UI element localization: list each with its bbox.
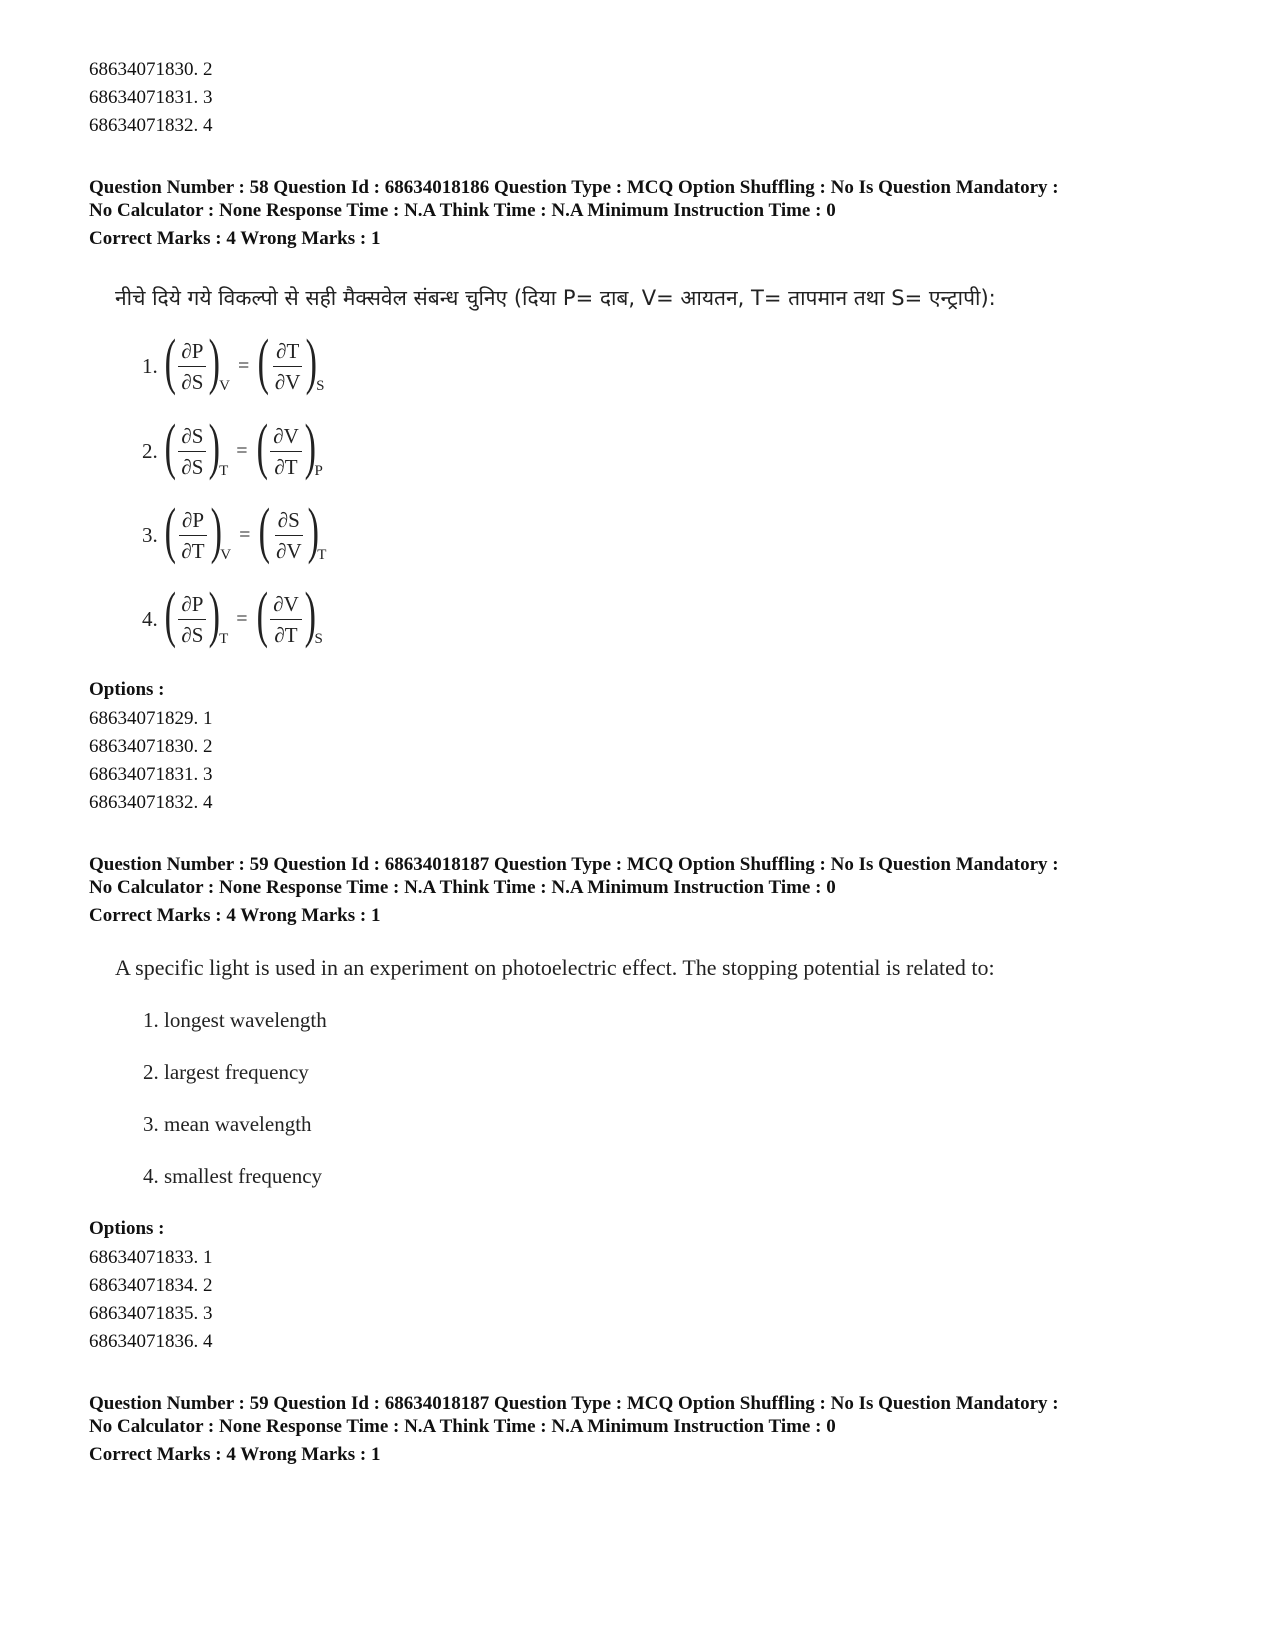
- equals-sign: =: [236, 439, 248, 462]
- left-denominator: ∂S: [181, 454, 204, 479]
- left-subscript: T: [219, 462, 229, 479]
- equation-number: 4.: [142, 606, 158, 631]
- right-denominator: ∂V: [276, 538, 302, 563]
- option-item: 68634071832. 4: [89, 115, 213, 136]
- right-derivative: ( $\frac{\partial S}{\partial V}$ ) T: [259, 497, 327, 565]
- q59-answer-choice: 4. smallest frequency: [143, 1164, 323, 1188]
- right-numerator: ∂V: [270, 421, 302, 452]
- q58-header-line2: No Calculator : None Response Time : N.A Think Time : N.A Minimum Instruction Time : 0: [89, 200, 836, 221]
- left-subscript: T: [219, 630, 229, 647]
- equals-sign: =: [236, 607, 248, 630]
- equation-number: 2.: [142, 438, 158, 463]
- q59b-header-line1: Question Number : 59 Question Id : 68634018187 Question Type : MCQ Option Shuffling : No Is Question Mandatory :: [89, 1393, 1059, 1414]
- q59-answer-choice: 3. mean wavelength: [143, 1112, 312, 1136]
- equation-number: 1.: [142, 353, 158, 378]
- right-subscript: T: [317, 546, 327, 563]
- q59-question-text: A specific light is used in an experiment on photoelectric effect. The stopping potential is related to:: [115, 955, 995, 980]
- right-numerator: ∂V: [270, 589, 302, 620]
- right-derivative: ( $\frac{\partial T}{\partial V}$ ) S: [257, 328, 325, 396]
- q59-answer-choice: 1. longest wavelength: [143, 1008, 327, 1032]
- right-denominator: ∂T: [274, 622, 298, 647]
- left-numerator: ∂P: [178, 336, 206, 367]
- right-derivative: ( $\frac{\partial V}{\partial T}$ ) P: [256, 413, 323, 481]
- right-denominator: ∂T: [274, 454, 298, 479]
- right-derivative: ( $\frac{\partial V}{\partial T}$ ) S: [256, 581, 323, 649]
- equation-number: 3.: [142, 522, 158, 547]
- left-denominator: ∂S: [181, 622, 204, 647]
- q59-answer-choice: 2. largest frequency: [143, 1060, 309, 1084]
- option-item: 68634071833. 1: [89, 1247, 213, 1268]
- right-denominator: ∂V: [274, 369, 301, 394]
- left-numerator: ∂S: [178, 421, 206, 452]
- q58-options-title: Options :: [89, 679, 165, 700]
- left-numerator: ∂P: [178, 589, 206, 620]
- right-subscript: S: [314, 630, 323, 647]
- q59-marks: Correct Marks : 4 Wrong Marks : 1: [89, 905, 381, 926]
- maxwell-equation-option: [142, 581, 323, 650]
- option-item: 68634071831. 3: [89, 87, 213, 108]
- equals-sign: =: [237, 354, 250, 377]
- option-item: 68634071830. 2: [89, 736, 213, 757]
- q59-options-title: Options :: [89, 1218, 165, 1239]
- maxwell-equation-option: [142, 328, 325, 397]
- q58-question-text: नीचे दिये गये विकल्पो से सही मैक्सवेल संबन्ध चुनिए (दिया P= दाब, V= आयतन, T= तापमान तथा S= एन्ट्रापी):: [115, 286, 996, 310]
- right-numerator: ∂T: [273, 336, 302, 367]
- left-derivative: ( $\frac{\partial P}{\partial S}$ ) T: [164, 581, 229, 649]
- q58-header-line1: Question Number : 58 Question Id : 68634018186 Question Type : MCQ Option Shuffling : No Is Question Mandatory :: [89, 177, 1059, 198]
- q59b-header-line2: No Calculator : None Response Time : N.A Think Time : N.A Minimum Instruction Time : 0: [89, 1416, 836, 1437]
- left-denominator: ∂T: [181, 538, 205, 563]
- option-item: 68634071836. 4: [89, 1331, 213, 1352]
- left-denominator: ∂S: [181, 369, 204, 394]
- left-derivative: ( $\frac{\partial S}{\partial S}$ ) T: [164, 413, 229, 481]
- option-item: 68634071829. 1: [89, 708, 213, 729]
- maxwell-equation-option: [142, 413, 323, 482]
- left-subscript: V: [220, 546, 232, 563]
- maxwell-equation-option: [142, 497, 327, 566]
- right-subscript: P: [314, 462, 323, 479]
- left-numerator: ∂P: [179, 505, 207, 536]
- left-derivative: ( $\frac{\partial P}{\partial S}$ ) V: [164, 328, 230, 396]
- q59b-marks: Correct Marks : 4 Wrong Marks : 1: [89, 1444, 381, 1465]
- option-item: 68634071830. 2: [89, 59, 213, 80]
- left-derivative: ( $\frac{\partial P}{\partial T}$ ) V: [164, 497, 232, 565]
- right-numerator: ∂S: [275, 505, 303, 536]
- option-item: 68634071835. 3: [89, 1303, 213, 1324]
- q59-header-line1: Question Number : 59 Question Id : 68634018187 Question Type : MCQ Option Shuffling : No Is Question Mandatory :: [89, 854, 1059, 875]
- left-subscript: V: [219, 377, 230, 394]
- equals-sign: =: [239, 523, 251, 546]
- q58-marks: Correct Marks : 4 Wrong Marks : 1: [89, 228, 381, 249]
- option-item: 68634071832. 4: [89, 792, 213, 813]
- option-item: 68634071831. 3: [89, 764, 213, 785]
- option-item: 68634071834. 2: [89, 1275, 213, 1296]
- right-subscript: S: [316, 377, 325, 394]
- q59-header-line2: No Calculator : None Response Time : N.A Think Time : N.A Minimum Instruction Time : 0: [89, 877, 836, 898]
